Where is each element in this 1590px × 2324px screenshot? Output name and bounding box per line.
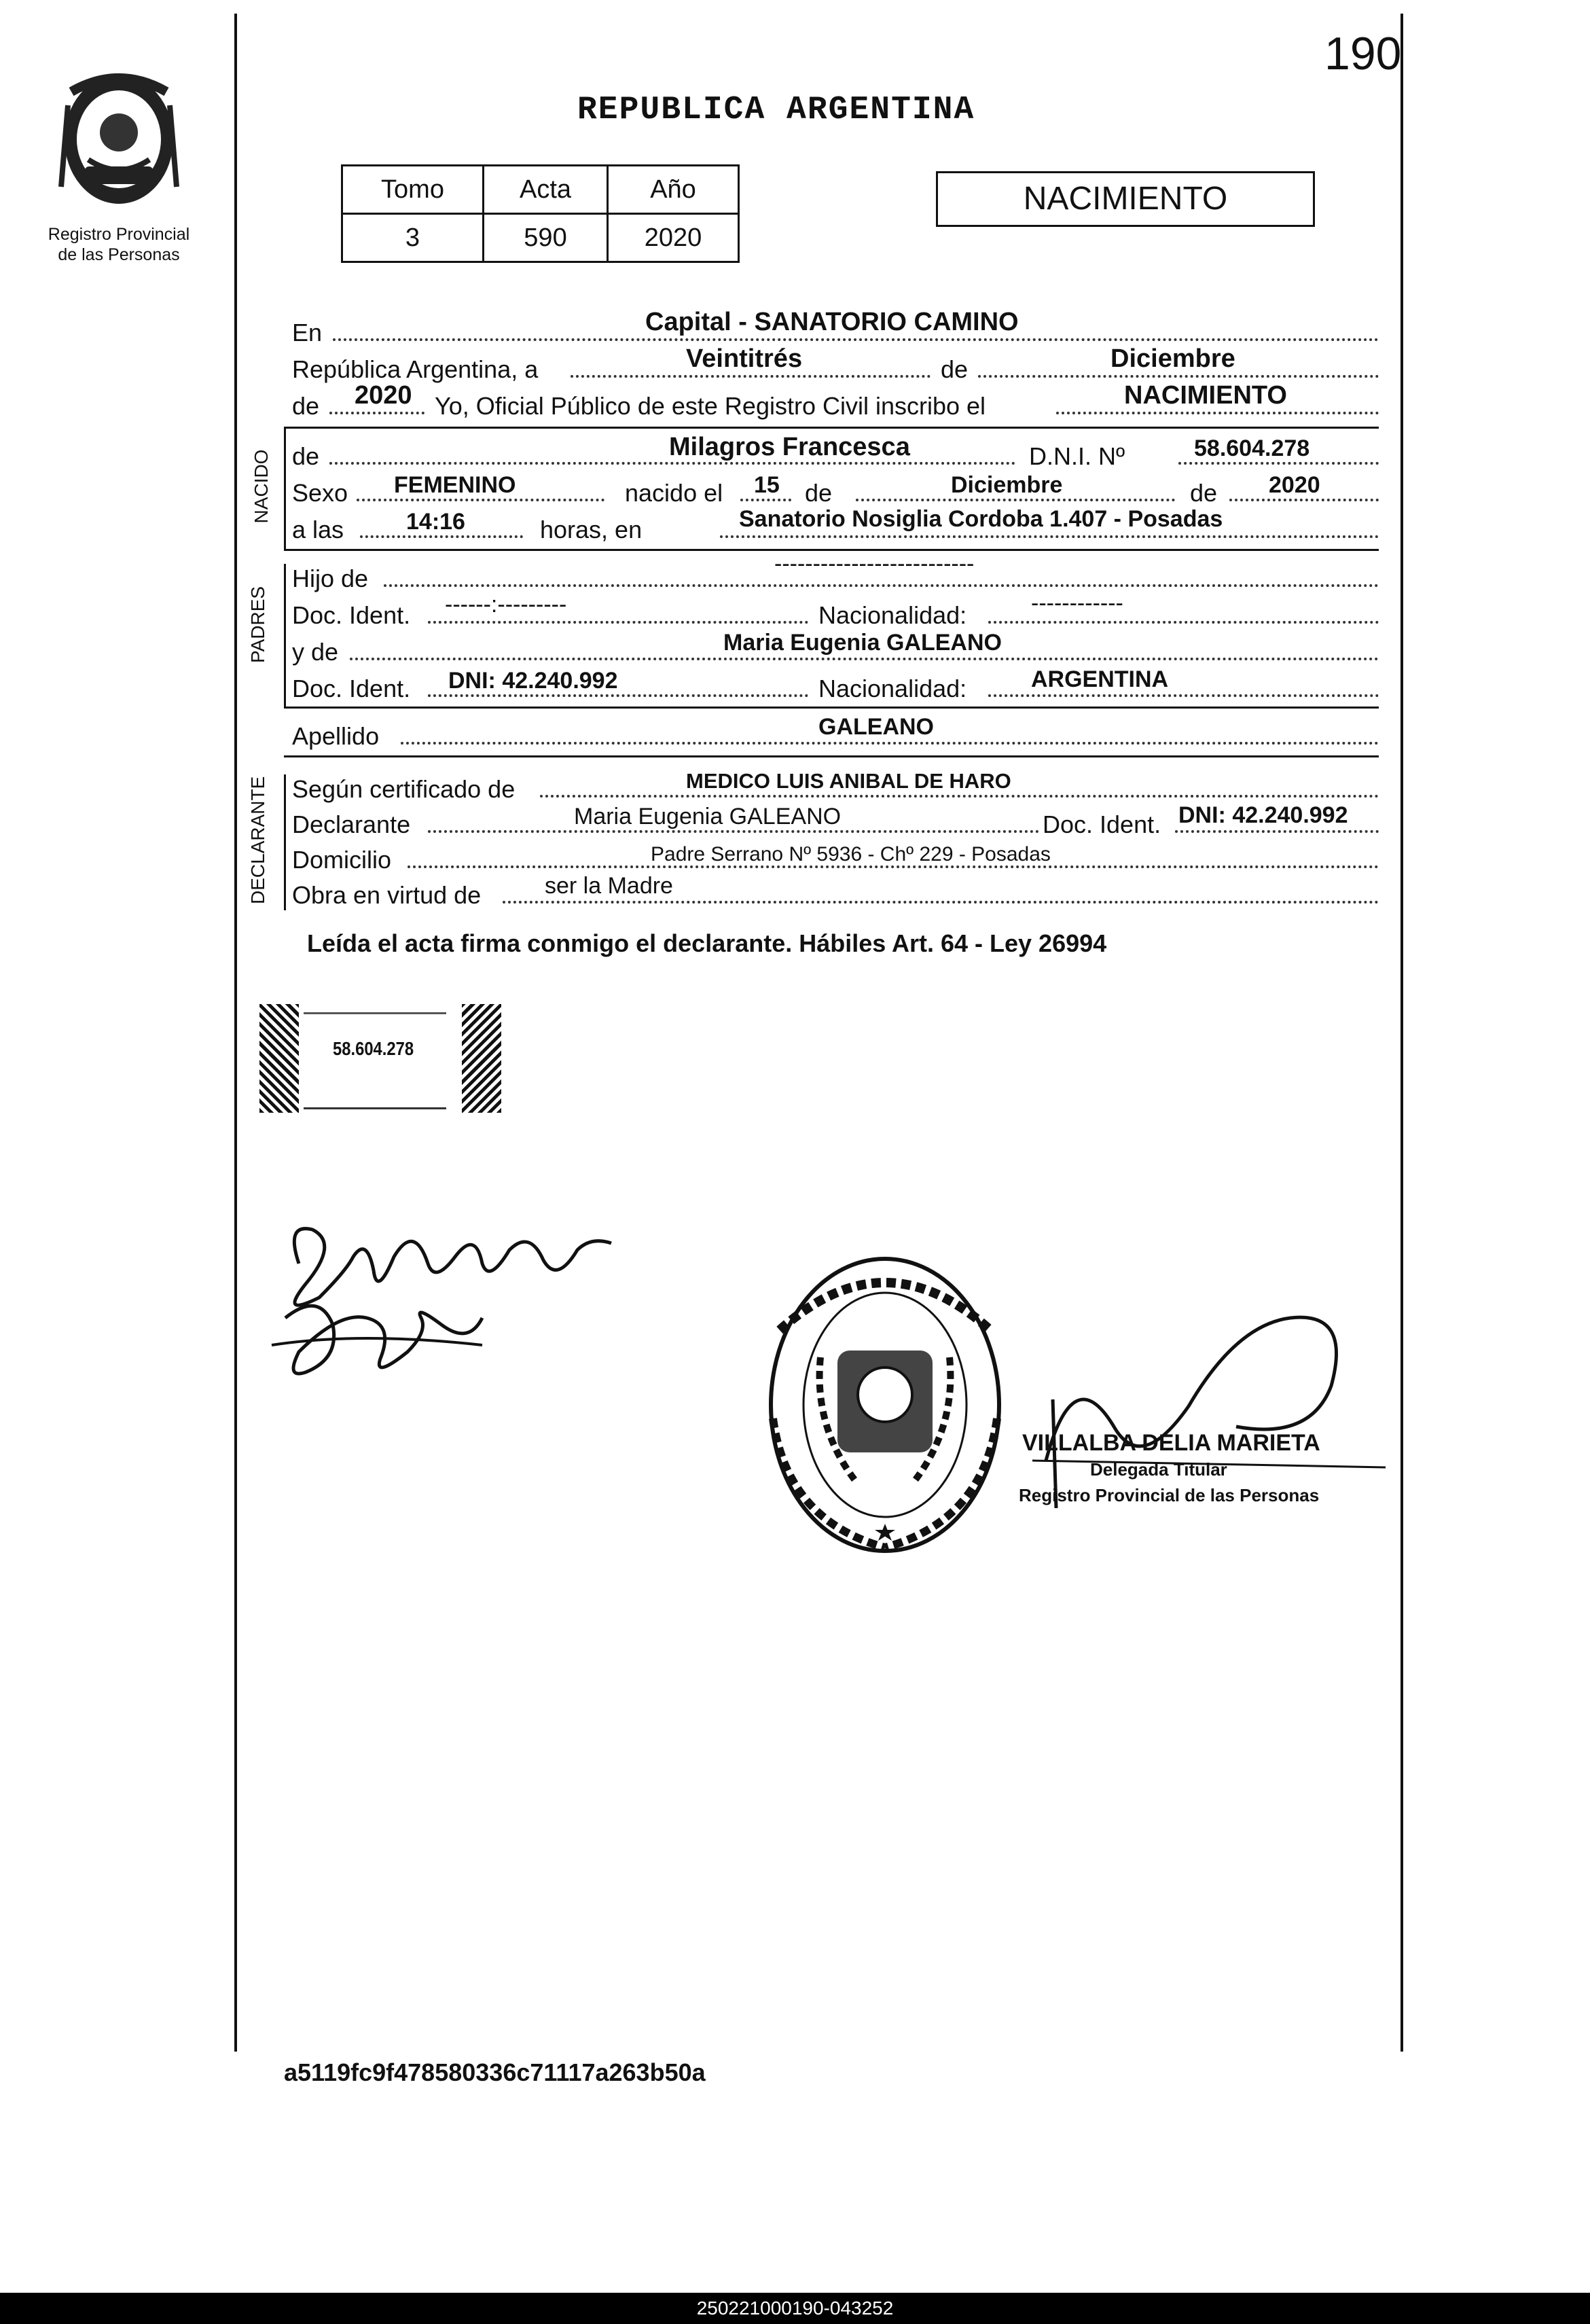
- horas-label: horas, en: [540, 516, 643, 543]
- day-dots: [571, 375, 930, 378]
- document-title: REPUBLICA ARGENTINA: [577, 92, 975, 128]
- decl-doc: DNI: 42.240.992: [1178, 802, 1348, 828]
- place-dots: [720, 535, 1379, 538]
- decl-label: Declarante: [292, 810, 411, 838]
- section-rule-declarante-top: [284, 755, 1379, 757]
- oficial-text: Yo, Oficial Público de este Registro Civil inscribo el: [435, 392, 986, 420]
- stamp-top-line: [304, 1012, 446, 1014]
- obra-value: ser la Madre: [545, 873, 673, 899]
- logo-caption-line1: Registro Provincial: [48, 225, 190, 244]
- page-number: 190: [1324, 28, 1402, 79]
- acta-de-label2: de: [292, 392, 320, 420]
- padres-sidebar-line: [284, 564, 286, 707]
- en-label: En: [292, 319, 323, 346]
- acta-inscribe-type: NACIMIENTO: [1124, 381, 1287, 410]
- nacido-sidebar-line: [284, 427, 286, 549]
- apellido-dots: [401, 742, 1379, 745]
- acta-place: Capital - SANATORIO CAMINO: [645, 308, 1019, 336]
- declarante-sidebar-line: [284, 774, 286, 910]
- dom-value: Padre Serrano Nº 5936 - Chº 229 - Posadas: [651, 843, 1051, 865]
- type-dots: [1056, 412, 1379, 414]
- stamp-bottom-line: [304, 1107, 446, 1109]
- father-nat-label: Nacionalidad:: [818, 601, 967, 629]
- apellido-label: Apellido: [292, 722, 380, 750]
- year-dots: [329, 412, 424, 414]
- logo-caption: [27, 224, 211, 265]
- fingerprint-stamp-box: [259, 1004, 501, 1113]
- dni-label: D.N.I. Nº: [1029, 442, 1125, 470]
- month-dots: [978, 375, 1379, 378]
- acta-month: Diciembre: [1110, 344, 1235, 373]
- birth-month: Diciembre: [951, 472, 1063, 498]
- nacido-side-label: NACIDO: [251, 449, 272, 524]
- right-margin-line: [1401, 14, 1403, 2052]
- closing-note: Leída el acta firma conmigo el declarante. Hábiles Art. 64 - Ley 26994: [307, 929, 1107, 957]
- tomo-value: 3: [342, 214, 484, 262]
- birth-de-label2: de: [1190, 479, 1218, 507]
- padres-side-label: PADRES: [247, 586, 268, 663]
- father-doc-dots: [428, 621, 808, 624]
- child-name: Milagros Francesca: [669, 433, 910, 461]
- stamp-right-pattern: [462, 1004, 501, 1113]
- cert-value: MEDICO LUIS ANIBAL DE HARO: [686, 769, 1011, 793]
- document-hash: a5119fc9f478580336c71117a263b50a: [284, 2058, 706, 2086]
- official-role: Delegada Titular: [1090, 1459, 1227, 1480]
- mother-nat-dots: [988, 694, 1379, 697]
- left-margin-line: [234, 14, 237, 2052]
- declarante-side-label: DECLARANTE: [247, 776, 268, 904]
- sexo-label: Sexo: [292, 479, 348, 507]
- official-office: Registro Provincial de las Personas: [1019, 1485, 1320, 1505]
- child-dni: 58.604.278: [1194, 435, 1310, 461]
- footer-code-bar: 250221000190-043252: [0, 2293, 1590, 2324]
- apellido-value: GALEANO: [818, 714, 934, 740]
- name-dots: [329, 462, 1015, 465]
- logo-caption-line2: de las Personas: [58, 245, 180, 264]
- en-dots: [333, 338, 1379, 341]
- mother-dots: [350, 658, 1379, 660]
- acta-header: Acta: [484, 166, 608, 214]
- birth-de-label: de: [805, 479, 833, 507]
- mother-nationality: ARGENTINA: [1031, 666, 1169, 692]
- alas-label: a las: [292, 516, 344, 543]
- republica-label: República Argentina, a: [292, 355, 539, 383]
- father-nat-dots: [988, 621, 1379, 624]
- nacido-el-label: nacido el: [625, 479, 723, 507]
- mother-name: Maria Eugenia GALEANO: [723, 630, 1002, 656]
- father-dots: [384, 584, 1379, 587]
- birth-time: 14:16: [406, 509, 465, 535]
- father-doc: ------:---------: [445, 592, 567, 618]
- dom-label: Domicilio: [292, 846, 392, 874]
- acta-value: 590: [484, 214, 608, 262]
- decl-name: Maria Eugenia GALEANO: [574, 804, 842, 829]
- stamp-left-pattern: [259, 1004, 299, 1113]
- section-rule-nacido-top: [284, 427, 1379, 429]
- province-emblem-logo: [48, 65, 190, 207]
- cert-label: Según certificado de: [292, 775, 516, 803]
- registry-seal: [759, 1249, 1011, 1561]
- decl-doc-label: Doc. Ident.: [1043, 810, 1161, 838]
- obra-label: Obra en virtud de: [292, 881, 482, 909]
- birth-year: 2020: [1269, 472, 1320, 498]
- anio-value: 2020: [608, 214, 739, 262]
- acta-year: 2020: [355, 381, 412, 410]
- birth-place: Sanatorio Nosiglia Cordoba 1.407 - Posadas: [739, 506, 1223, 532]
- section-rule-apellido-top: [284, 707, 1379, 709]
- obra-dots: [503, 901, 1379, 904]
- reference-table: [341, 164, 740, 263]
- acta-de-label: de: [941, 355, 969, 383]
- official-name: VILLALBA DELIA MARIETA: [1022, 1430, 1320, 1456]
- father-nationality: ------------: [1031, 590, 1123, 616]
- tomo-header: Tomo: [342, 166, 484, 214]
- yde-label: y de: [292, 638, 339, 666]
- nacido-de-label: de: [292, 442, 320, 470]
- mother-doc-label: Doc. Ident.: [292, 675, 411, 702]
- act-type-box: NACIMIENTO: [936, 171, 1315, 227]
- acta-day: Veintitrés: [686, 344, 803, 373]
- birth-day: 15: [754, 472, 780, 498]
- mother-nat-label: Nacionalidad:: [818, 675, 967, 702]
- hijo-label: Hijo de: [292, 565, 369, 592]
- mother-doc: DNI: 42.240.992: [448, 668, 618, 694]
- declarant-signature: [258, 1182, 638, 1386]
- anio-header: Año: [608, 166, 739, 214]
- child-sex: FEMENINO: [394, 472, 516, 498]
- father-name: --------------------------: [774, 551, 975, 577]
- father-doc-label: Doc. Ident.: [292, 601, 411, 629]
- decl-doc-dots: [1175, 830, 1379, 833]
- stamp-dni: 58.604.278: [333, 1038, 414, 1059]
